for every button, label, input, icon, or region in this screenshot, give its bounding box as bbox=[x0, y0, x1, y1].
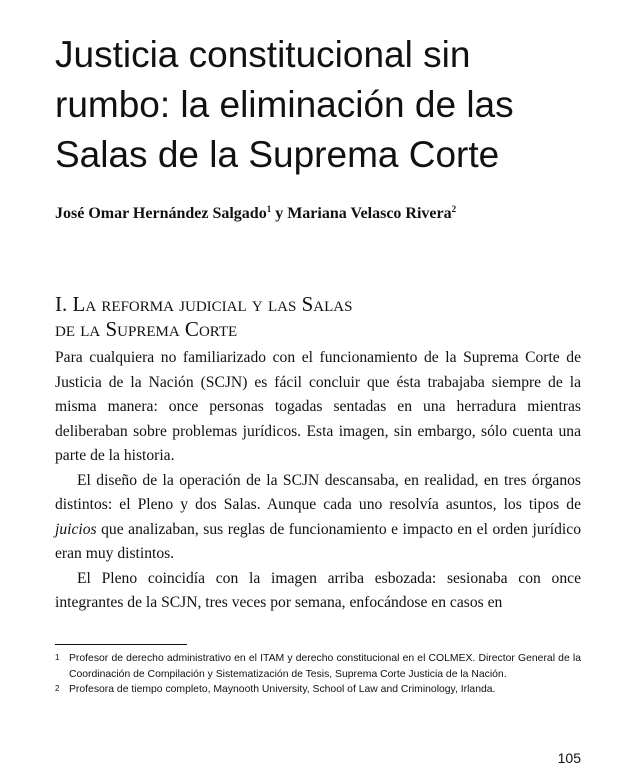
footnote-number: 2 bbox=[55, 684, 60, 693]
article-page bbox=[55, 0, 581, 784]
paragraph: Para cualquiera no familiarizado con el funcionamiento de la Suprema Corte de Justicia de la Nación (SCJN) es fácil concluir que ésta trabajaba siempre de la misma manera: once personas togadas sentadas en una herradura mientras deliberaban sobre problemas jurídicos. Esta imagen, sin embargo, sólo cuenta una parte de la historia. bbox=[55, 349, 581, 464]
footnote bbox=[55, 651, 581, 682]
footnote-text: Profesor de derecho administrativo en el ITAM y derecho constitucional en el COLMEX. Director General de la Coordinación de Compilación y Sistematización de Tesis, Suprema Corte Justicia de la Nación. bbox=[69, 653, 581, 680]
author-name: Mariana Velasco Rivera bbox=[287, 205, 452, 222]
emphasis-text: juicios bbox=[55, 520, 97, 538]
footnote-ref[interactable]: 1 bbox=[266, 204, 272, 214]
author-name: José Omar Hernández Salgado bbox=[55, 205, 267, 222]
section-heading-line: de la Suprema Corte bbox=[55, 317, 238, 341]
paragraph bbox=[55, 469, 581, 567]
author-connector: y bbox=[275, 205, 284, 222]
section-heading-line: I. La reforma judicial y las Salas bbox=[55, 292, 353, 316]
body-text bbox=[55, 346, 581, 616]
footnotes bbox=[55, 651, 581, 698]
paragraph: El Pleno coincidía con la imagen arriba esbozada: sesionaba con once integrantes de la SCJN, tres veces por semana, enfocándose en casos en bbox=[55, 569, 581, 611]
paragraph-text: El diseño de la operación de la SCJN descansaba, en realidad, en tres órganos distintos: el Pleno y dos Salas. Aunque cada uno resolvía asuntos, los tipos de bbox=[55, 471, 581, 513]
article-title: Justicia constitucional sin rumbo: la eliminación de las Salas de la Suprema Corte bbox=[55, 34, 514, 175]
footnote-ref[interactable]: 2 bbox=[451, 204, 457, 214]
footnote-separator bbox=[55, 644, 187, 645]
page-number: 105 bbox=[557, 750, 581, 766]
author-line bbox=[55, 199, 581, 224]
footnote-text: Profesora de tiempo completo, Maynooth University, School of Law and Criminology, Irlanda. bbox=[69, 684, 496, 695]
footnote-number: 1 bbox=[55, 653, 60, 662]
footnote bbox=[55, 682, 581, 698]
paragraph-text: que analizaban, sus reglas de funcionamiento e impacto en el orden jurídico eran muy distintos. bbox=[55, 520, 581, 562]
section-heading bbox=[55, 292, 581, 342]
